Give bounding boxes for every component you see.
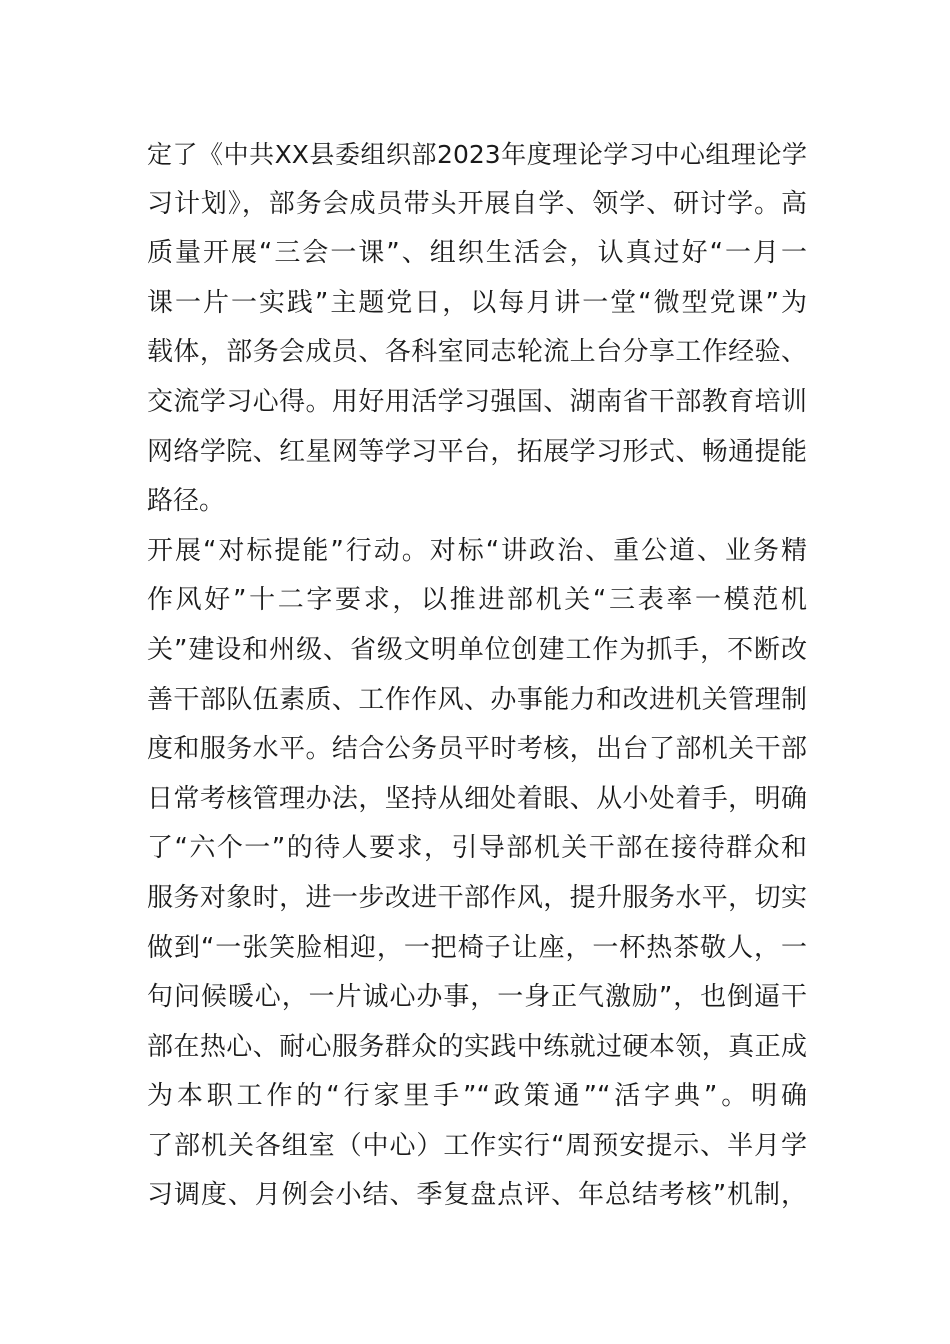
text-line: 习计划》，部务会成员带头开展自学、领学、研讨学。高 — [147, 188, 807, 219]
text-line: 路径。 — [147, 486, 226, 517]
text-line: 了“六个一”的待人要求，引导部机关干部在接待群众和 — [147, 833, 807, 864]
body-text — [147, 130, 807, 1221]
text-line: 质量开展“三会一课”、组织生活会，认真过好“一月一 — [147, 238, 807, 269]
text-line: 句问候暖心，一片诚心办事，一身正气激励”，也倒逼干 — [147, 982, 807, 1013]
text-line: 部在热心、耐心服务群众的实践中练就过硬本领，真正成 — [147, 1031, 807, 1062]
text-line: 为本职工作的“行家里手”“政策通”“活字典”。明确 — [147, 1081, 807, 1112]
text-line: 作风好”十二字要求，以推进部机关“三表率一模范机 — [147, 585, 807, 616]
text-line: 习调度、月例会小结、季复盘点评、年总结考核”机制， — [147, 1180, 807, 1211]
text-line: 做到“一张笑脸相迎，一把椅子让座，一杯热茶敬人，一 — [147, 932, 807, 963]
text-line: 日常考核管理办法，坚持从细处着眼、从小处着手，明确 — [147, 783, 807, 814]
text-line: 载体，部务会成员、各科室同志轮流上台分享工作经验、 — [147, 337, 807, 368]
text-line: 度和服务水平。结合公务员平时考核，出台了部机关干部 — [147, 734, 807, 765]
text-line: 善干部队伍素质、工作作风、办事能力和改进机关管理制 — [147, 684, 807, 715]
text-line: 了部机关各组室（中心）工作实行“周预安提示、半月学 — [147, 1130, 807, 1161]
text-line: 开展“对标提能”行动。对标“讲政治、重公道、业务精 — [147, 535, 807, 566]
text-line: 课一片一实践”主题党日，以每月讲一堂“微型党课”为 — [147, 287, 807, 318]
text-line: 关”建设和州级、省级文明单位创建工作为抓手，不断改 — [147, 634, 807, 665]
text-line: 定了《中共XX县委组织部2023年度理论学习中心组理论学 — [147, 140, 807, 169]
text-line: 交流学习心得。用好用活学习强国、湖南省干部教育培训 — [147, 386, 807, 417]
text-line: 网络学院、红星网等学习平台，拓展学习形式、畅通提能 — [147, 436, 807, 467]
text-line: 服务对象时，进一步改进干部作风，提升服务水平，切实 — [147, 882, 807, 913]
